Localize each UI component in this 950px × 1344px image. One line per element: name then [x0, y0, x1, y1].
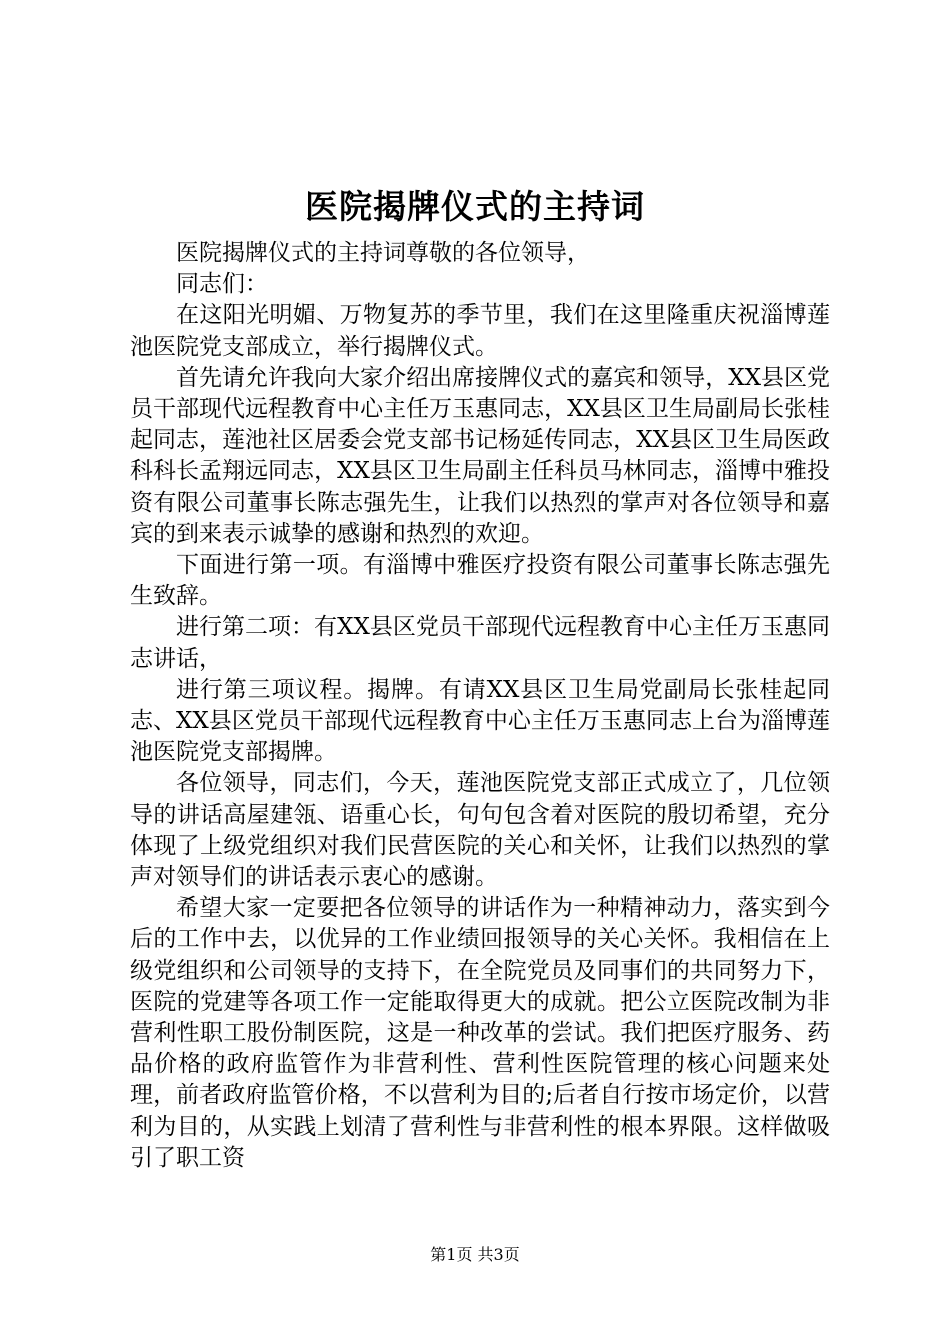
paragraph: 同志们：: [176, 271, 268, 298]
paragraph: 医院揭牌仪式的主持词尊敬的各位领导，: [176, 240, 590, 266]
paragraph: 在这阳光明媚、万物复苏的季节里，我们在这里隆重庆祝淄博莲池医院党支部成立，举行揭牌仪式。: [130, 302, 830, 360]
paragraph: 各位领导，同志们，今天，莲池医院党支部正式成立了，几位领导的讲话高屋建瓴、语重心长，句句包含着对医院的殷切希望，充分体现了上级党组织对我们民营医院的关心和关怀，让我们以热烈的掌声对领导们的讲话表示衷心的感谢。: [130, 770, 830, 891]
page-title: 医院揭牌仪式的主持词: [305, 187, 645, 226]
page-footer: 第1页 共3页: [430, 1245, 520, 1264]
paragraph: 下面进行第一项。有淄博中雅医疗投资有限公司董事长陈志强先生致辞。: [130, 552, 830, 610]
paragraph: 希望大家一定要把各位领导的讲话作为一种精神动力，落实到今后的工作中去，以优异的工作业绩回报领导的关心关怀。我相信在上级党组织和公司领导的支持下，在全院党员及同事们的共同努力下，医院的党建等各项工作一定能取得更大的成就。把公立医院改制为非营利性职工股份制医院，这是一种改革的尝试。我们把医疗服务、药品价格的政府监管作为非营利性、营利性医院管理的核心问题来处理，前者政府监管价格，不以营利为目的;后者自行按市场定价，以营利为目的，从实践上划清了营利性与非营利性的根本界限。这样做吸引了职工资: [130, 895, 830, 1171]
paragraph: 进行第三项议程。揭牌。有请XX县区卫生局党副局长张桂起同志、XX县区党员干部现代远程教育中心主任万玉惠同志上台为淄博莲池医院党支部揭牌。: [130, 676, 830, 766]
document-body: [130, 238, 830, 1174]
paragraph: 首先请允许我向大家介绍出席接牌仪式的嘉宾和领导，XX县区党员干部现代远程教育中心主任万玉惠同志，XX县区卫生局副局长张桂起同志，莲池社区居委会党支部书记杨延传同志，XX县区卫生局医政科科长孟翔远同志，XX县区卫生局副主任科员马林同志，淄博中雅投资有限公司董事长陈志强先生，让我们以热烈的掌声对各位领导和嘉宾的到来表示诚挚的感谢和热烈的欢迎。: [130, 364, 830, 547]
paragraph: 进行第二项：有XX县区党员干部现代远程教育中心主任万玉惠同志讲话，: [130, 614, 830, 672]
